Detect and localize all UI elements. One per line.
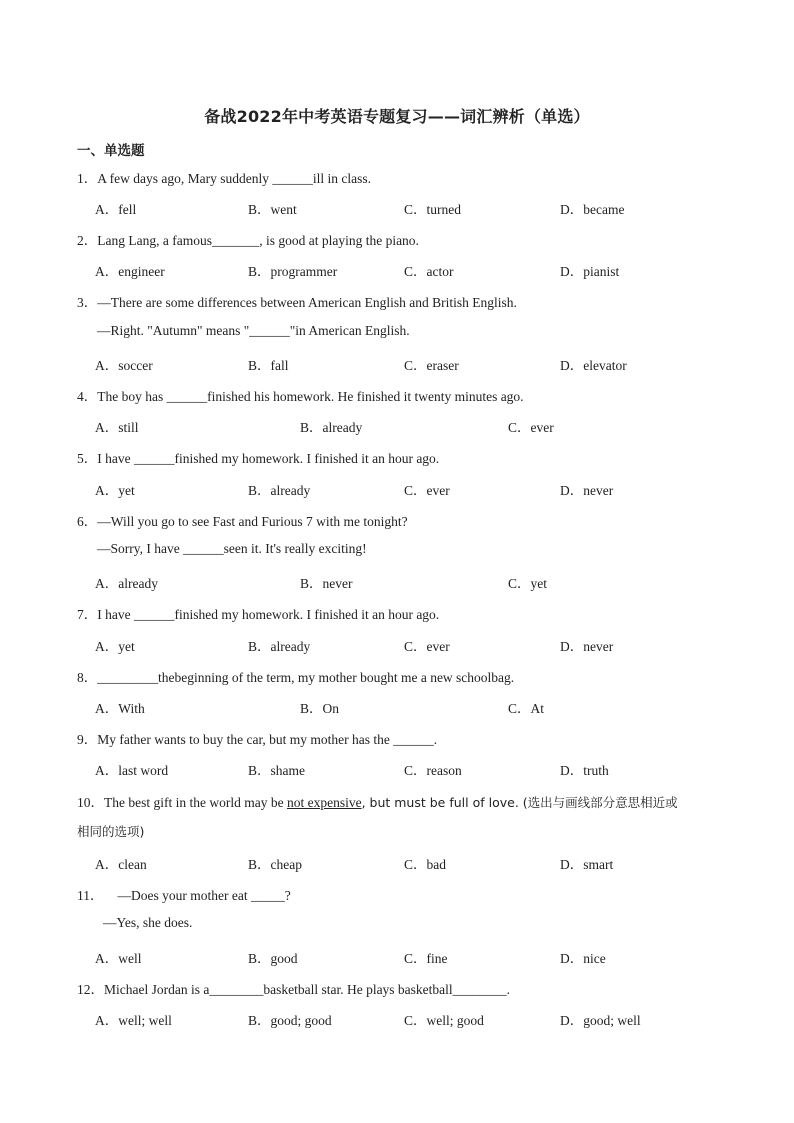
option-b: B．good <box>248 951 298 966</box>
option-a: A．well <box>95 951 142 966</box>
page-title: 备战2022年中考英语专题复习——词汇辨析（单选） <box>204 107 590 126</box>
option-b: B．already <box>248 639 311 654</box>
question-number: 5． <box>77 451 98 466</box>
question-6 <box>77 510 408 530</box>
question-text-cont: , but must be full of love. (选出与画线部分意思相近或 <box>361 795 678 810</box>
option-a: A．yet <box>95 639 135 654</box>
underlined-phrase: not expensive <box>286 795 362 810</box>
option-b: B．fall <box>248 358 289 373</box>
option-b: B．already <box>248 483 311 498</box>
question-text: My father wants to buy the car, but my mother has the ______. <box>97 732 438 747</box>
option-c: C．eraser <box>404 358 459 373</box>
option-c: C．fine <box>404 951 448 966</box>
option-d: D．became <box>560 202 625 217</box>
option-d: D．never <box>560 639 614 654</box>
question-10 <box>77 791 678 811</box>
question-11 <box>77 884 291 904</box>
question-number: 9． <box>77 732 98 747</box>
option-a: A．last word <box>95 763 169 778</box>
option-c: C．At <box>508 701 545 716</box>
option-b: B．already <box>300 420 363 435</box>
section-heading: 一、单选题 <box>77 143 145 159</box>
question-text-line2: —Yes, she does. <box>103 915 193 930</box>
option-a: A．soccer <box>95 358 153 373</box>
question-3 <box>77 291 517 311</box>
option-b: B．good; good <box>248 1013 332 1028</box>
option-c: C．bad <box>404 857 446 872</box>
question-number: 12． <box>77 982 104 997</box>
question-text: A few days ago, Mary suddenly ______ill in class. <box>97 171 371 186</box>
option-d: D．never <box>560 483 614 498</box>
question-text: The best gift in the world may be <box>104 795 287 810</box>
option-c: C．actor <box>404 264 454 279</box>
question-2 <box>77 229 419 249</box>
question-5 <box>77 447 439 467</box>
option-a: A．With <box>95 701 145 716</box>
option-b: B．On <box>300 701 340 716</box>
option-c: C．ever <box>404 483 450 498</box>
question-9 <box>77 728 437 748</box>
option-c: C．reason <box>404 763 462 778</box>
option-d: D．smart <box>560 857 614 872</box>
question-text: Lang Lang, a famous_______, is good at playing the piano. <box>97 233 419 248</box>
option-c: C．yet <box>508 576 547 591</box>
option-a: A．fell <box>95 202 137 217</box>
question-number: 10． <box>77 795 104 810</box>
option-b: B．shame <box>248 763 305 778</box>
question-number: 3． <box>77 295 98 310</box>
option-b: B．cheap <box>248 857 302 872</box>
option-b: B．went <box>248 202 297 217</box>
option-b: B．never <box>300 576 353 591</box>
question-8 <box>77 666 514 686</box>
option-d: D．elevator <box>560 358 627 373</box>
option-c: C．ever <box>508 420 554 435</box>
question-text: I have ______finished my homework. I finished it an hour ago. <box>97 607 440 622</box>
question-number: 2． <box>77 233 98 248</box>
question-text: Michael Jordan is a________basketball star. He plays basketball________. <box>104 982 511 997</box>
question-1 <box>77 167 371 187</box>
question-7 <box>77 603 439 623</box>
question-text: —There are some differences between American English and British English. <box>97 295 517 310</box>
question-number: 7． <box>77 607 98 622</box>
question-text-line2: —Right. "Autumn" means "______"in American English. <box>97 323 410 338</box>
option-b: B．programmer <box>248 264 338 279</box>
option-a: A．still <box>95 420 139 435</box>
option-c: C．well; good <box>404 1013 484 1028</box>
question-12 <box>77 978 510 998</box>
question-number: 1． <box>77 171 98 186</box>
option-d: D．pianist <box>560 264 620 279</box>
option-a: A．already <box>95 576 158 591</box>
option-a: A．clean <box>95 857 147 872</box>
option-c: C．ever <box>404 639 450 654</box>
option-a: A．yet <box>95 483 135 498</box>
option-c: C．turned <box>404 202 461 217</box>
option-a: A．engineer <box>95 264 165 279</box>
question-text: —Does your mother eat _____? <box>117 888 291 903</box>
question-text: I have ______finished my homework. I finished it an hour ago. <box>97 451 440 466</box>
question-number: 4． <box>77 389 98 404</box>
question-text-line2: —Sorry, I have ______seen it. It's really exciting! <box>97 541 367 556</box>
question-number: 8． <box>77 670 98 685</box>
question-number: 11． <box>77 888 104 903</box>
question-number: 6． <box>77 514 98 529</box>
question-text: The boy has ______finished his homework. He finished it twenty minutes ago. <box>97 389 524 404</box>
option-a: A．well; well <box>95 1013 172 1028</box>
question-text: _________thebeginning of the term, my mother bought me a new schoolbag. <box>97 670 515 685</box>
option-d: D．nice <box>560 951 606 966</box>
question-text-line2: 相同的选项) <box>77 824 145 839</box>
option-d: D．truth <box>560 763 609 778</box>
question-text: —Will you go to see Fast and Furious 7 with me tonight? <box>97 514 408 529</box>
option-d: D．good; well <box>560 1013 641 1028</box>
question-4 <box>77 385 524 405</box>
